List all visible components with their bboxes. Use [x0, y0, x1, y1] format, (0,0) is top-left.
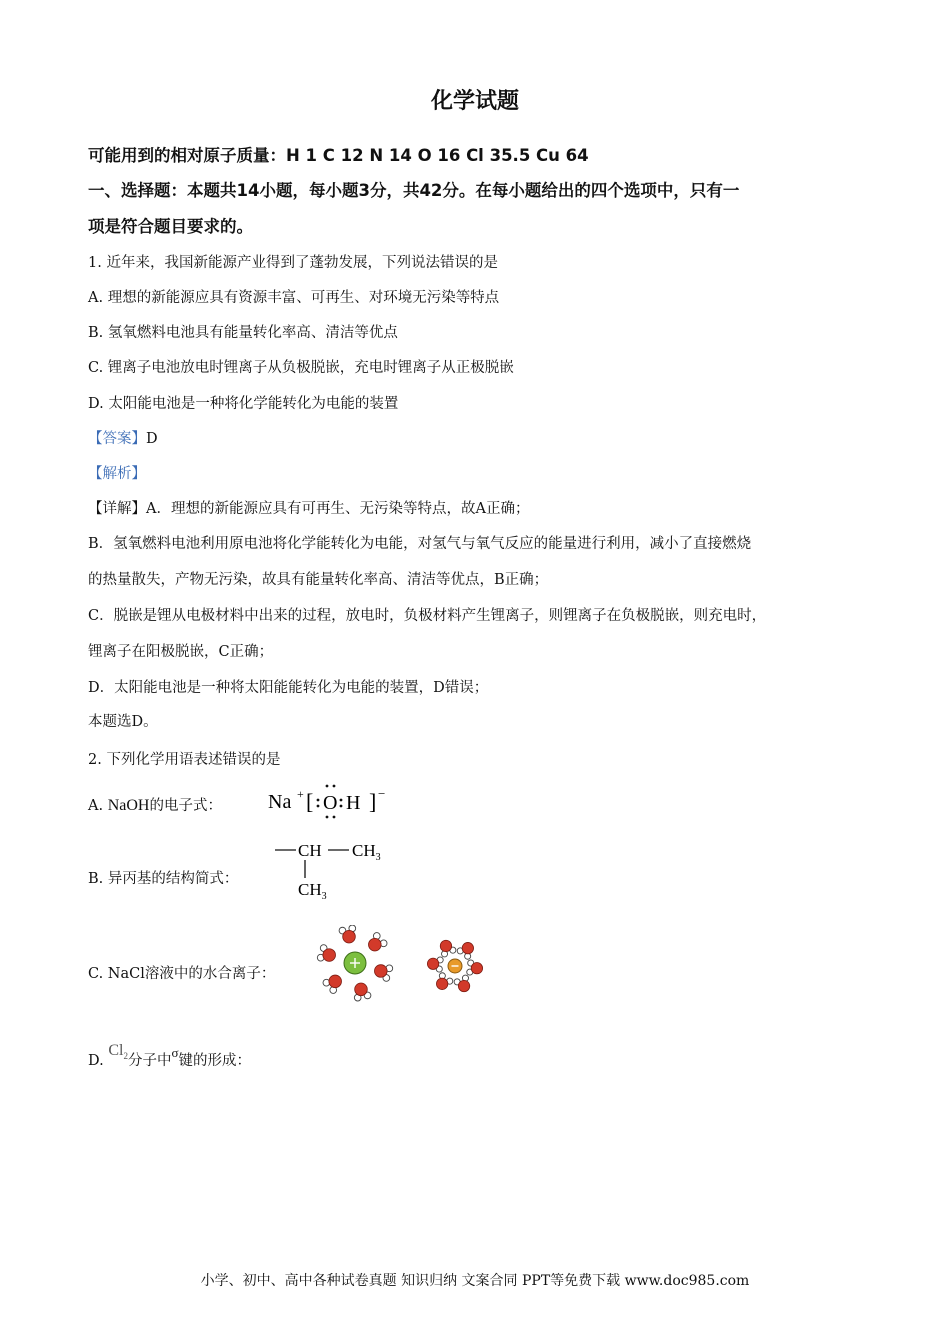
naoh-formula: NaOH [107, 797, 150, 814]
hydrated-ions-diagram [310, 925, 500, 1005]
q1-option-a: A. 理想的新能源应具有资源丰富、可再生、对环境无污染等特点 [88, 290, 500, 306]
option-letter: D. [88, 1053, 109, 1069]
q2-option-c: C. NaCl溶液中的水合离子： [88, 966, 276, 982]
detail-line: B．氢氧燃料电池利用原电池将化学能转化为电能，对氢气与氧气反应的能量进行利用，减小了直接燃烧 [88, 536, 752, 552]
na-symbol: Na [268, 791, 292, 813]
oxygen-atom [471, 962, 482, 973]
detail-line: 【详解】A．理想的新能源应具有可再生、无污染等特点，故A正确； [88, 501, 530, 517]
electron-dot [317, 799, 320, 802]
page-footer: 小学、初中、高中各种试卷真题 知识归纳 文案合同 PPT等免费下载 www.doc985.com [200, 1273, 750, 1289]
oxygen-atom [440, 940, 451, 951]
electron-dot [340, 799, 343, 802]
q1-stem: 1. 近年来，我国新能源产业得到了蓬勃发展，下列说法错误的是 [88, 255, 498, 271]
q2-option-a [88, 794, 222, 815]
ch3-bottom: $CH_3$ [298, 880, 327, 902]
analysis-label: 【解析】 [88, 466, 146, 482]
oxygen-atom [427, 958, 438, 969]
oxygen-atom [369, 938, 382, 951]
oxygen-atom [329, 975, 342, 988]
left-bracket: [ [306, 789, 314, 814]
q1-answer [88, 427, 158, 448]
na-charge: + [297, 787, 304, 801]
electron-dot [317, 805, 320, 808]
oxygen-atom [343, 930, 356, 943]
electron-dot [340, 805, 343, 808]
electron-dot [326, 816, 329, 819]
oxygen-atom [462, 942, 473, 953]
naoh-electron-formula [268, 778, 398, 822]
hydrated-anion [427, 940, 482, 992]
hydrated-cation [317, 925, 392, 1001]
oxygen-atom [355, 983, 368, 996]
answer-label: 【答案】 [88, 431, 146, 447]
q1-option-c: C. 锂离子电池放电时锂离子从负极脱嵌，充电时锂离子从正极脱嵌 [88, 360, 514, 376]
page-title: 化学试题 [430, 89, 519, 114]
electron-dot [333, 816, 336, 819]
q1-option-b: B. 氢氧燃料电池具有能量转化率高、清洁等优点 [88, 325, 398, 341]
hydrogen-symbol: H [346, 792, 361, 814]
detail-line: 本题选D。 [88, 714, 158, 730]
answer-value: D [146, 431, 158, 447]
section-heading-line2: 项是符合题目要求的。 [88, 217, 253, 236]
right-bracket: ] [369, 789, 377, 814]
q1-option-d: D. 太阳能电池是一种将化学能转化为电能的装置 [88, 396, 399, 412]
atomic-masses: 可能用到的相对原子质量：H 1 C 12 N 14 O 16 Cl 35.5 Cu 64 [88, 146, 589, 165]
detail-line: 的热量散失，产物无污染，故具有能量转化率高、清洁等优点，B正确； [88, 572, 549, 588]
section-heading-line1: 一、选择题：本题共14小题，每小题3分，共42分。在每小题给出的四个选项中，只有一 [88, 181, 740, 200]
hydroxide-charge: − [378, 786, 386, 801]
q2-option-d [88, 1042, 251, 1071]
cl2-formula: $Cl_2$ [108, 1042, 128, 1062]
q2-stem: 2. 下列化学用语表述错误的是 [88, 752, 281, 768]
ch3-right: $CH_3$ [352, 841, 381, 863]
oxygen-atom [323, 949, 336, 962]
detail-line: C．脱嵌是锂从电极材料中出来的过程，放电时，负极材料产生锂离子，则锂离子在负极脱嵌，则充电时， [88, 608, 767, 624]
detail-line: 锂离子在阳极脱嵌，C正确； [88, 644, 274, 660]
isopropyl-structure [272, 836, 402, 906]
option-letter: A. [88, 798, 108, 814]
q2-option-b: B. 异丙基的结构简式： [88, 871, 239, 887]
oxygen-symbol: O [323, 792, 338, 814]
electron-dot [326, 785, 329, 788]
oxygen-atom [374, 965, 387, 978]
oxygen-atom [458, 980, 469, 991]
electron-dot [333, 785, 336, 788]
option-text: 的电子式： [149, 798, 222, 814]
detail-line: D．太阳能电池是一种将太阳能能转化为电能的装置，D错误； [88, 680, 489, 696]
option-text: 分子中 [127, 1053, 172, 1069]
ch-group: CH [298, 841, 322, 860]
sigma-symbol: σ [171, 1045, 179, 1060]
oxygen-atom [436, 978, 447, 989]
option-text: 键的形成： [178, 1053, 251, 1069]
